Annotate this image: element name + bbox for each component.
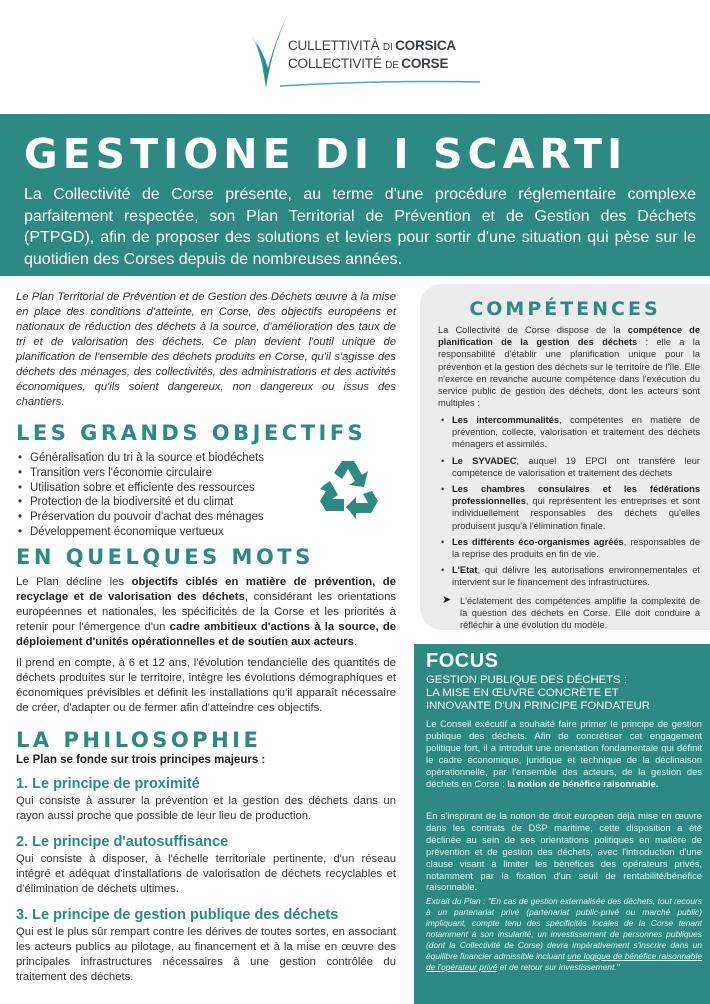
list-item: • Utilisation sobre et efficiente des ressources — [16, 481, 396, 496]
philo-lead: Le Plan se fonde sur trois principes majeurs : — [16, 754, 266, 766]
logo-line-french: COLLECTIVITÉ DE CORSE — [288, 56, 449, 71]
logo-underline — [280, 78, 480, 88]
principle-text: Qui consiste à disposer, à l'échelle territoriale pertinente, d'un réseau intégré et adéquat d'installations de valorisation de déchets recyclables et d'élimination de déchets ultimes. — [16, 853, 396, 895]
focus-title: FOCUS — [426, 650, 499, 672]
principle-text: Qui est le plus sûr rempart contre les dérives de toutes sortes, en associant les acteurs publics au pilotage, au financement et à la mise en œuvre des principales infrastructures nécessaires à une gestion contrôlée du traitement des déchets. — [16, 926, 396, 983]
competences-list — [438, 414, 700, 589]
intro-paragraph: Le Plan Territorial de Prévention et de Gestion des Déchets œuvre à la mise en place des conditions d'atteinte, en Corse, des objectifs européens et nationaux de réduction des déchets à la source, d'amélioration des taux de tri et de valorisation des déchets. Ce plan devient l'outil unique de planification de l'ensemble des déchets produits en Corse, qu'il s'agisse des déchets des ménages, des collectivités, des administrations et des activités économiques, qu'ils soient dangereux, non dangereux ou issus des chantiers. — [16, 291, 396, 408]
focus-paragraph-2: En s'inspirant de la notion de droit européen déjà mise en œuvre dans les contrats de DSP maritime, cette disposition a été déclinée au sein de ses orientations politiques en matière de prévention et de gestion des déchets, avec l'introduction d'une clause visant à limiter les bénéfices des opérateurs privés, notamment par la fixation d'un seuil de rentabilité/bénéfice raisonnable. — [426, 810, 702, 893]
list-item: • Les chambres consulaires et les fédérations professionnelles, qui représentent les entreprises et sont individuellement responsables des déchets qu'elles produisent jusqu'à l'élimination finale. — [438, 483, 700, 532]
list-item: • Développement économique vertueux — [16, 525, 396, 540]
mots-paragraph-1: Le Plan décline les objectifs ciblés en matière de prévention, de recyclage et de valorisation des déchets, considérant les orientations européennes et nationales, les spécificités de la Corse et les priorités à retenir pour l'émergence d'un cadre ambitieux d'actions à la source, de déploiement d'unités opérationnelles et de soutien aux acteurs. — [16, 576, 396, 648]
competences-panel — [420, 284, 710, 630]
title-banner — [0, 114, 710, 276]
principle-title: 1. Le principe de proximité — [16, 776, 200, 792]
list-item: • Les intercommunalités, compétentes en matière de prévention, collecte, valorisation et traitement des déchets ménagers et assimilés. — [438, 414, 700, 451]
principle-title: 3. Le principe de gestion publique des déchets — [16, 907, 339, 923]
focus-extract: Extrait du Plan : "En cas de gestion externalisée des déchets, tout recours à un partenariat privé (partenariat public-privé ou marché public) impliquant, compte tenu des spécificités locales de la Corse tenant notamment à son insularité, un investissement de personnes publiques (dont la Collectivité de Corse) devra impérativement s'inscrire dans un équilibre financier admissible incluant une logique de bénéfice raisonnable de l'opérateur privé et de retour sur investissement." — [426, 896, 702, 972]
list-item: • Préservation du pouvoir d'achat des ménages — [16, 510, 396, 525]
arrow-right-icon: ➤ — [442, 593, 452, 606]
list-item: • Généralisation du tri à la source et biodéchets — [16, 451, 396, 466]
focus-subtitle: GESTION PUBLIQUE DES DÉCHETS : LA MISE EN ŒUVRE CONCRÈTE ET INNOVANTE D'UN PRINCIPE FONDATEUR — [426, 674, 650, 712]
section-title-mots: EN QUELQUES MOTS — [16, 545, 314, 569]
principle-text: Qui consiste à assurer la prévention et la gestion des déchets dans un rayon aussi proche que possible de leur lieu de production. — [16, 795, 396, 822]
list-item: • Protection de la biodiversité et du climat — [16, 495, 396, 510]
logo — [250, 8, 470, 98]
competences-list-block — [438, 414, 700, 631]
recycle-icon — [316, 455, 380, 519]
logo-line-corsican: CULLETTIVITÀ DI CORSICA — [288, 38, 456, 53]
focus-paragraph-1: Le Conseil exécutif a souhaité faire primer le principe de gestion publique des déchets. Afin de concrétiser cet engagement politique fort, il a introduit une orientation fondamentale qui définit le cadre économique, juridique et technique de la déclinaison opérationnelle, par l'ensemble des acteurs, de la gestion des déchets en Corse : la notion de bénéfice raisonnable. — [426, 718, 702, 789]
section-title-objectifs: LES GRANDS OBJECTIFS — [16, 421, 367, 445]
page-title: GESTIONE DI I SCARTI — [24, 130, 628, 178]
left-column — [16, 290, 396, 985]
list-item: • Le SYVADEC, auquel 19 EPCI ont transféré leur compétence de valorisation et traitement des déchets — [438, 455, 700, 479]
objectifs-block — [16, 451, 396, 543]
section-title-competences: COMPÉTENCES — [469, 298, 661, 320]
competences-intro: La Collectivité de Corse dispose de la compétence de planification de la gestion des déchets : elle a la responsabilité d'établir une planification unique pour la prévention et la gestion des déchets sur le territoire de l'île. Elle n'exerce en revanche aucune compétence dans l'exécution du service public de gestion des déchets, dont les acteurs sont multiples : — [438, 325, 701, 409]
competences-conclusion: ➤ L'éclatement des compétences amplifie la complexité de la question des déchets en Corse. Elle doit conduire à réfléchir à une évolution du modèle. — [442, 593, 700, 631]
list-item: • L'Etat, qui délivre les autorisations environnementales et intervient sur le financement des infrastructures. — [438, 564, 700, 588]
principle-title: 2. Le principe d'autosuffisance — [16, 834, 229, 850]
focus-panel — [414, 644, 710, 1004]
mots-paragraph-2: Il prend en compte, à 6 et 12 ans, l'évolution tendancielle des quantités de déchets produites sur le territoire, intègre les évolutions démographiques et économiques prévisibles et définit les installations qu'il apparaît nécessaire de créer, d'adapter ou de fermer afin d'atteindre ces objectifs. — [16, 657, 396, 714]
list-item: • Transition vers l'économie circulaire — [16, 466, 396, 481]
section-title-philosophie: LA PHILOSOPHIE — [16, 728, 262, 752]
banner-text: La Collectivité de Corse présente, au terme d'une procédure réglementaire complexe parfaitement respectée, son Plan Territorial de Prévention et de Gestion des Déchets (PTPGD), afin de proposer des solutions et leviers pour sortir d'une situation qui pèse sur le quotidien des Corses depuis de nombreuses années. — [24, 186, 696, 268]
list-item: • Les différents éco-organismes agréés, responsables de la reprise des produits en fin de vie. — [438, 536, 700, 560]
